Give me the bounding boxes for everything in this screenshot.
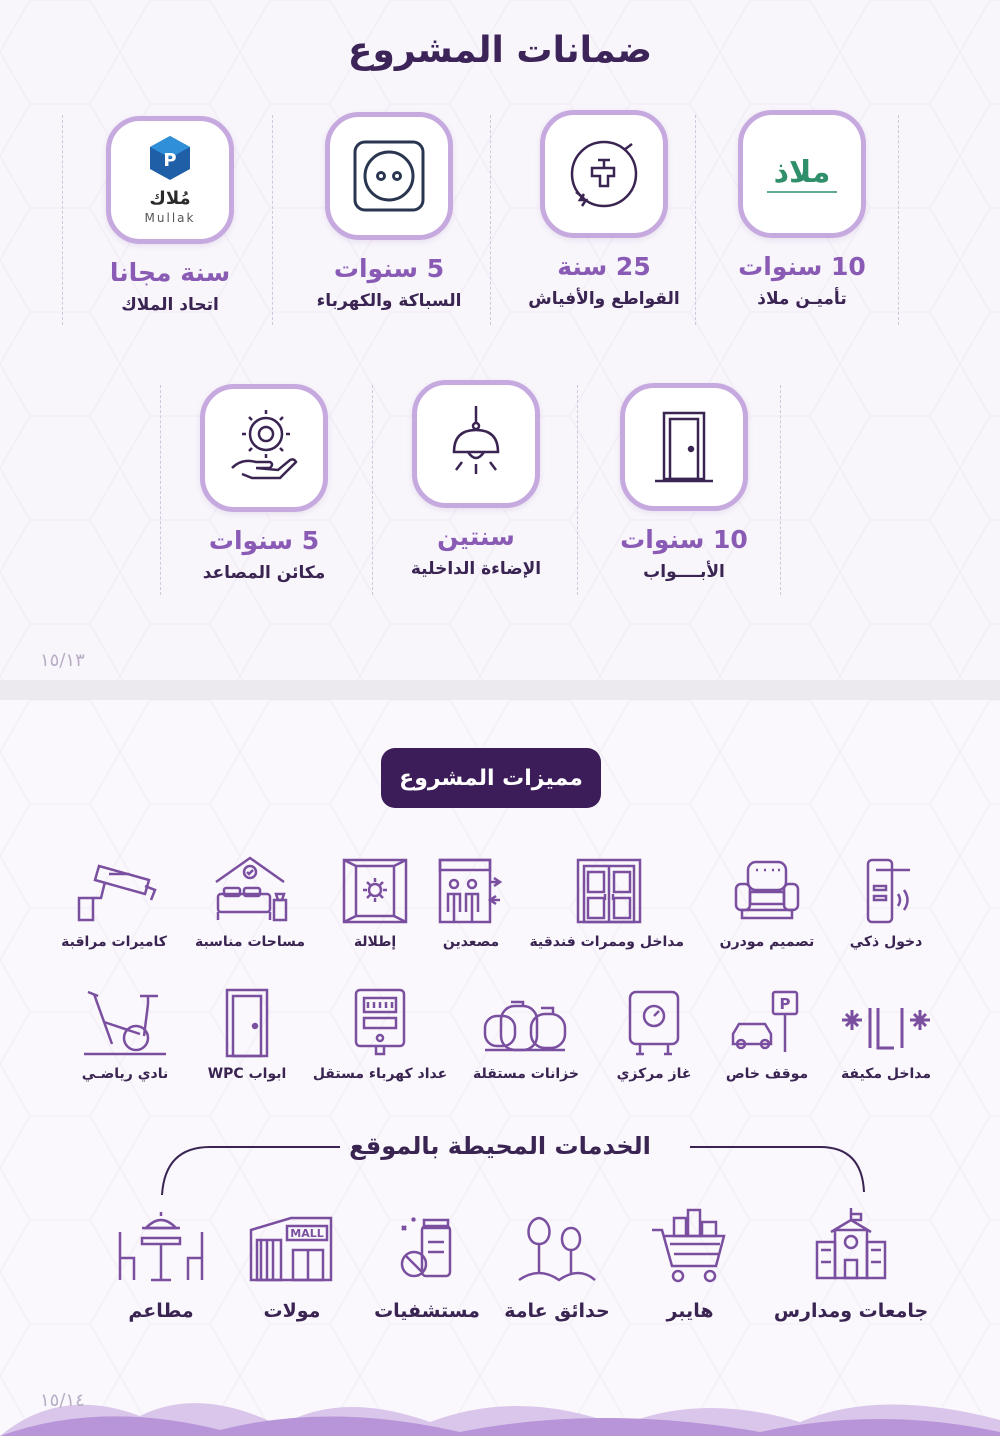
tap-plug-icon	[540, 110, 668, 238]
svg-text:P: P	[779, 995, 791, 1013]
feature-gym	[50, 982, 200, 1082]
feature-tanks	[451, 982, 601, 1082]
page-title: ضمانات المشروع	[347, 30, 653, 71]
feature-meter	[305, 982, 455, 1082]
guarantee-label: اتحاد الملاك	[121, 295, 219, 315]
guarantee-malath	[692, 110, 912, 309]
page-number: ١٥/١٣	[40, 650, 85, 671]
features-title-badge: مميزات المشروع	[381, 748, 601, 808]
svg-text:ملاذ: ملاذ	[773, 155, 831, 190]
features-page	[0, 700, 1000, 1436]
guarantees-page	[0, 0, 1000, 680]
service-label: مطاعم	[128, 1300, 194, 1322]
service-schools	[766, 1200, 936, 1322]
page-number: ١٥/١٤	[40, 1390, 85, 1411]
guarantee-value: 5 سنوات	[208, 526, 320, 555]
guarantee-value: 10 سنوات	[620, 525, 748, 554]
svg-text:Mullak: Mullak	[144, 211, 196, 225]
school-icon	[766, 1200, 936, 1284]
mullak-logo	[106, 116, 234, 244]
service-label: جامعات ومدارس	[773, 1300, 929, 1322]
service-label: مولات	[263, 1300, 321, 1322]
feature-central-gas	[579, 982, 729, 1082]
guarantee-label: الإضاءة الداخلية	[410, 559, 542, 579]
malath-logo	[738, 110, 866, 238]
door-icon	[620, 383, 748, 511]
feature-label: خزانات مستقلة	[473, 1066, 579, 1082]
feature-label: مداخل وممرات فندقية	[529, 934, 684, 950]
feature-label: دخول ذكي	[849, 934, 923, 950]
feature-label: عداد كهرباء مستقل	[312, 1066, 448, 1082]
guarantee-value: سنة مجانا	[109, 258, 231, 287]
feature-label: كاميرات مراقبة	[61, 934, 167, 950]
restaurant-icon	[76, 1200, 246, 1284]
armchair-icon	[692, 850, 842, 926]
feature-label: تصميم مودرن	[719, 934, 815, 950]
guarantee-value: 10 سنوات	[738, 252, 866, 281]
guarantee-doors	[574, 383, 794, 582]
feature-hotel-corridors	[529, 850, 684, 950]
guarantee-label: القواطع والأفياش	[528, 289, 680, 309]
guarantee-breakers	[494, 110, 714, 309]
meter-icon	[305, 982, 455, 1058]
guarantee-label: تأميـن ملاذ	[757, 289, 847, 309]
double-door-icon	[534, 850, 684, 926]
service-label: مستشفيات	[374, 1300, 480, 1322]
feature-modern-design	[692, 850, 842, 950]
exercise-bike-icon	[50, 982, 200, 1058]
service-label: حدائق عامة	[504, 1300, 610, 1322]
guarantee-lighting	[366, 380, 586, 579]
socket-icon	[325, 112, 453, 240]
svg-text:P: P	[163, 150, 177, 171]
page-separator	[0, 680, 1000, 700]
guarantee-label: الأبــــواب	[643, 562, 725, 582]
feature-label: غاز مركزي	[616, 1066, 692, 1082]
feature-label: إطلالة	[353, 934, 397, 950]
feature-label: مساحات مناسبة	[194, 934, 306, 950]
guarantee-label: السباكة والكهرباء	[316, 291, 462, 311]
decorative-hills	[0, 1386, 1000, 1436]
lamp-icon	[412, 380, 540, 508]
guarantee-value: سنتين	[437, 522, 515, 551]
guarantee-plumbing	[279, 112, 499, 311]
bedroom-icon	[175, 850, 325, 926]
feature-label: مداخل مكيفة	[840, 1066, 932, 1082]
feature-cameras	[39, 850, 189, 950]
tanks-icon	[451, 982, 601, 1058]
guarantee-value: 5 سنوات	[333, 254, 445, 283]
feature-label: ابواب WPC	[207, 1066, 287, 1082]
feature-label: موقف خاص	[725, 1066, 809, 1082]
gas-heater-icon	[579, 982, 729, 1058]
svg-text:مُلاك: مُلاك	[149, 188, 191, 209]
service-restaurants	[76, 1200, 246, 1322]
gear-hand-icon	[200, 384, 328, 512]
guarantee-value: 25 سنة	[557, 252, 651, 281]
svg-text:MALL: MALL	[290, 1227, 324, 1240]
feature-label: نادي رياضـي	[81, 1066, 169, 1082]
guarantee-owners	[60, 116, 280, 315]
guarantee-elevators	[154, 384, 374, 583]
service-label: هايبر	[666, 1300, 714, 1322]
services-title: الخدمات المحيطة بالموقع	[349, 1132, 651, 1160]
camera-icon	[39, 850, 189, 926]
feature-spaces	[175, 850, 325, 950]
feature-label: مصعدين	[442, 934, 500, 950]
guarantee-label: مكائن المصاعد	[202, 563, 326, 583]
